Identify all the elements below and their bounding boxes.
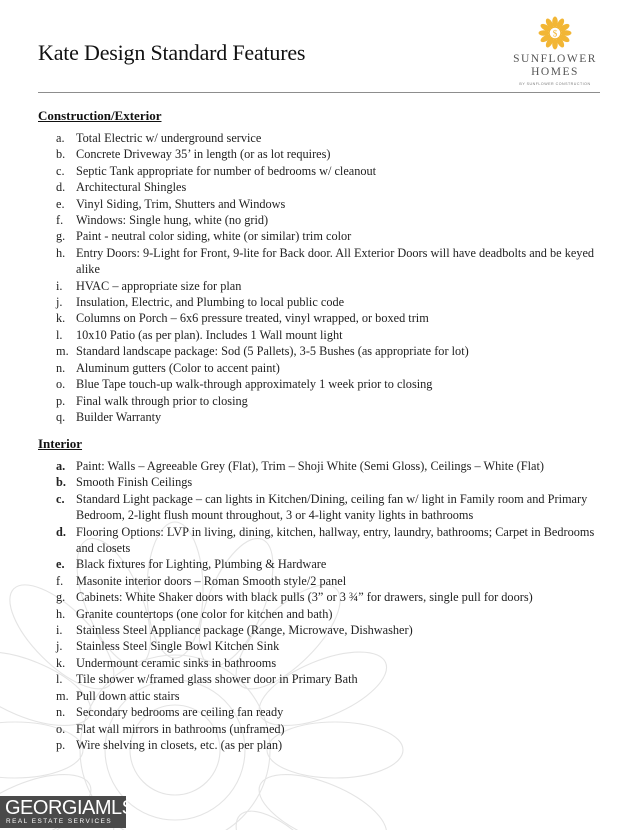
list-item-text: Architectural Shingles (76, 180, 187, 195)
list-marker: o. (56, 721, 66, 736)
list-item (38, 146, 598, 162)
list-item (38, 704, 598, 720)
list-item (38, 360, 598, 376)
list-item (38, 688, 598, 704)
list-marker: g. (56, 229, 66, 244)
list-item-text: HVAC – appropriate size for plan (76, 278, 242, 293)
page-title: Kate Design Standard Features (38, 40, 306, 65)
list-item-text: Entry Doors: 9-Light for Front, 9-lite for Back door. All Exterior Doors will have deadbolts and be keyed alike (76, 245, 595, 277)
list-item (38, 737, 598, 753)
list-item (38, 179, 598, 195)
list-marker: i. (56, 278, 63, 293)
list-item-text: Flooring Options: LVP in living, dining, kitchen, hallway, entry, laundry, bathrooms; Carpet in Bedrooms and closets (76, 524, 595, 556)
list-item (38, 310, 598, 326)
list-item-text: Septic Tank appropriate for number of bedrooms w/ cleanout (76, 163, 377, 178)
sunflower-logo-icon (538, 16, 572, 50)
list-item-text: Total Electric w/ underground service (76, 131, 262, 145)
list-item-text: Columns on Porch – 6x6 pressure treated, vinyl wrapped, or boxed trim (76, 311, 429, 326)
list-marker: e. (56, 196, 65, 211)
list-marker: f. (56, 213, 64, 228)
list-marker: j. (56, 295, 63, 310)
list-item (38, 606, 598, 622)
list-item-text: Secondary bedrooms are ceiling fan ready (76, 705, 284, 720)
list-item-text: Black fixtures for Lighting, Plumbing & Hardware (76, 557, 327, 572)
header-divider (38, 92, 600, 93)
list-item-text: Masonite interior doors – Roman Smooth style/2 panel (76, 573, 347, 588)
list-item (38, 163, 598, 179)
section-heading-construction: Construction/Exterior (38, 108, 162, 123)
list-marker: e. (56, 557, 65, 572)
list-marker: j. (56, 639, 63, 654)
sunflower-homes-logo (500, 16, 610, 86)
list-marker: d. (56, 524, 66, 539)
list-item-text: Wire shelving in closets, etc. (as per plan) (76, 737, 283, 752)
list-item (38, 393, 598, 409)
list-item-text: Tile shower w/framed glass shower door in Primary Bath (76, 672, 358, 687)
list-item (38, 245, 598, 278)
list-item-text: Standard landscape package: Sod (5 Pallets), 3-5 Bushes (as appropriate for lot) (76, 344, 469, 359)
list-item (38, 409, 598, 425)
mls-badge-title: GEORGIAMLS (5, 797, 135, 819)
list-marker: h. (56, 606, 66, 621)
list-item (38, 556, 598, 572)
list-item (38, 228, 598, 244)
list-marker: k. (56, 311, 66, 326)
list-marker: g. (56, 590, 66, 605)
list-item (38, 327, 598, 343)
list-item (38, 491, 598, 524)
list-marker: p. (56, 737, 66, 752)
section-heading-interior: Interior (38, 436, 83, 451)
list-marker: k. (56, 655, 66, 670)
list-item (38, 458, 598, 474)
list-item-text: Undermount ceramic sinks in bathrooms (76, 655, 277, 670)
list-marker: n. (56, 705, 66, 720)
list-marker: h. (56, 245, 66, 260)
georgia-mls-badge (0, 796, 135, 828)
list-item (38, 212, 598, 228)
list-item (38, 130, 598, 146)
list-item-text: Stainless Steel Appliance package (Range, Microwave, Dishwasher) (76, 623, 413, 638)
list-item-text: Cabinets: White Shaker doors with black pulls (3” or 3 ¾” for drawers, single pull for doors) (76, 590, 533, 605)
list-item-text: 10x10 Patio (as per plan). Includes 1 Wall mount light (76, 327, 343, 342)
list-marker: p. (56, 393, 66, 408)
list-marker: a. (56, 459, 66, 473)
list-marker: b. (56, 475, 66, 490)
svg-text:$: $ (552, 28, 558, 39)
list-item (38, 294, 598, 310)
list-marker: l. (56, 672, 63, 687)
list-item (38, 721, 598, 737)
list-marker: o. (56, 377, 66, 392)
list-item-text: Stainless Steel Single Bowl Kitchen Sink (76, 639, 280, 654)
logo-text-line1: SUNFLOWER (513, 53, 597, 65)
mls-badge-subtitle: REAL ESTATE SERVICES (6, 818, 113, 825)
list-item (38, 278, 598, 294)
list-item-text: Vinyl Siding, Trim, Shutters and Windows (76, 196, 286, 211)
list-marker: q. (56, 409, 66, 424)
construction-feature-list (38, 130, 598, 425)
list-marker: m. (56, 688, 69, 703)
list-marker: a. (56, 131, 65, 145)
list-item-text: Final walk through prior to closing (76, 393, 248, 408)
list-item (38, 196, 598, 212)
list-item-text: Pull down attic stairs (76, 688, 180, 703)
interior-feature-list (38, 458, 598, 753)
list-item (38, 655, 598, 671)
list-marker: n. (56, 360, 66, 375)
construction-exterior-section (38, 108, 598, 425)
list-item-text: Flat wall mirrors in bathrooms (unframed) (76, 721, 285, 736)
list-marker: i. (56, 623, 63, 638)
list-marker: d. (56, 180, 66, 195)
list-item-text: Builder Warranty (76, 409, 162, 424)
list-item-text: Windows: Single hung, white (no grid) (76, 213, 269, 228)
list-item-text: Concrete Driveway 35’ in length (or as lot requires) (76, 147, 331, 162)
list-item-text: Insulation, Electric, and Plumbing to local public code (76, 295, 345, 310)
list-item-text: Paint: Walls – Agreeable Grey (Flat), Trim – Shoji White (Semi Gloss), Ceilings – White (Flat) (76, 459, 544, 473)
list-item-text: Standard Light package – can lights in Kitchen/Dining, ceiling fan w/ light in Family room and Primary Bedroom, 2-light flush mount throughout, 3 or 4-light vanity lights in bathrooms (76, 491, 588, 523)
list-marker: f. (56, 573, 64, 588)
list-marker: c. (56, 163, 65, 178)
list-marker: c. (56, 491, 65, 506)
interior-section (38, 436, 598, 753)
list-item (38, 343, 598, 359)
logo-subtext: BY SUNFLOWER CONSTRUCTION (519, 82, 591, 86)
list-marker: l. (56, 327, 63, 342)
logo-text-line2: HOMES (531, 66, 579, 78)
list-marker: m. (56, 344, 69, 359)
list-item (38, 622, 598, 638)
list-item (38, 376, 598, 392)
list-item-text: Aluminum gutters (Color to accent paint) (76, 360, 280, 375)
list-item (38, 573, 598, 589)
list-item (38, 638, 598, 654)
list-marker: b. (56, 147, 66, 162)
list-item-text: Smooth Finish Ceilings (76, 475, 193, 490)
list-item (38, 589, 598, 605)
list-item (38, 671, 598, 687)
list-item-text: Granite countertops (one color for kitchen and bath) (76, 606, 333, 621)
list-item (38, 474, 598, 490)
list-item (38, 524, 598, 557)
list-item-text: Blue Tape touch-up walk-through approximately 1 week prior to closing (76, 377, 433, 392)
list-item-text: Paint - neutral color siding, white (or similar) trim color (76, 229, 352, 244)
